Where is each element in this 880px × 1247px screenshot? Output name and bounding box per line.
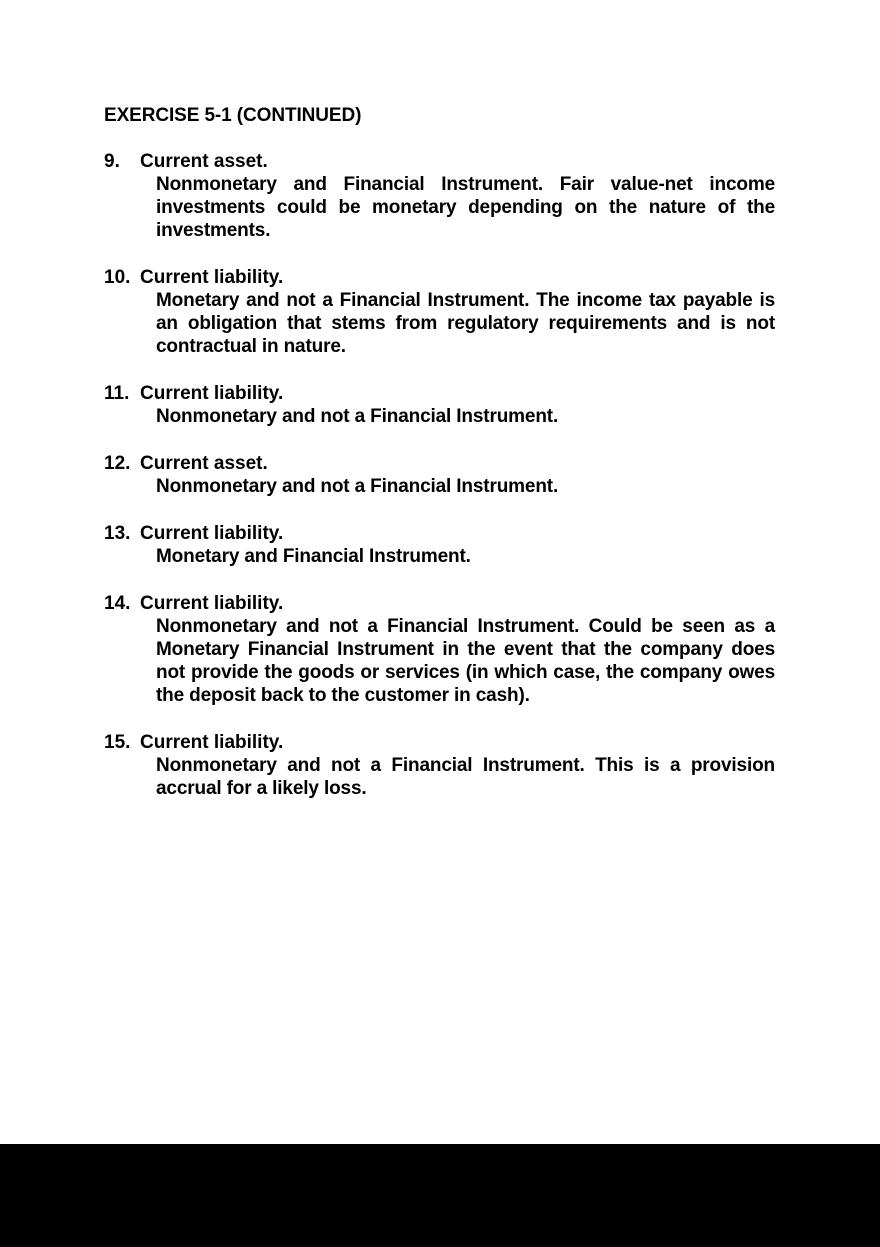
list-item <box>104 382 775 428</box>
item-title: Current liability. <box>140 732 284 753</box>
black-bottom-band <box>0 1144 880 1247</box>
item-body: Monetary and not a Financial Instrument. The income tax payable is an obligation that stems from regulatory requirements and is not contractual in nature. <box>156 290 775 357</box>
item-title: Current asset. <box>140 453 268 474</box>
list-item <box>104 592 775 707</box>
item-body: Nonmonetary and not a Financial Instrument. <box>156 476 559 497</box>
item-number: 9. <box>104 151 120 172</box>
answer-list <box>104 150 775 824</box>
item-body: Nonmonetary and not a Financial Instrument. Could be seen as a Monetary Financial Instrument in the event that the company does not provide the goods or services (in which case, the company owes the deposit back to the customer in cash). <box>156 616 775 706</box>
item-number: 10. <box>104 267 131 288</box>
list-item <box>104 522 775 568</box>
item-title: Current liability. <box>140 267 284 288</box>
item-title: Current liability. <box>140 383 284 404</box>
item-title: Current liability. <box>140 593 284 614</box>
list-item <box>104 731 775 800</box>
item-number: 12. <box>104 453 131 474</box>
item-number: 14. <box>104 593 131 614</box>
item-body: Monetary and Financial Instrument. <box>156 546 471 567</box>
item-title: Current asset. <box>140 151 268 172</box>
item-number: 15. <box>104 732 131 753</box>
item-body: Nonmonetary and Financial Instrument. Fair value-net income investments could be monetary depending on the nature of the investments. <box>156 174 775 241</box>
list-item <box>104 452 775 498</box>
item-number: 11. <box>104 383 130 404</box>
item-number: 13. <box>104 523 131 544</box>
list-item <box>104 150 775 242</box>
item-body: Nonmonetary and not a Financial Instrument. This is a provision accrual for a likely loss. <box>156 755 775 799</box>
item-body: Nonmonetary and not a Financial Instrument. <box>156 406 559 427</box>
list-item <box>104 266 775 358</box>
item-title: Current liability. <box>140 523 284 544</box>
page-heading: EXERCISE 5-1 (CONTINUED) <box>104 105 362 126</box>
